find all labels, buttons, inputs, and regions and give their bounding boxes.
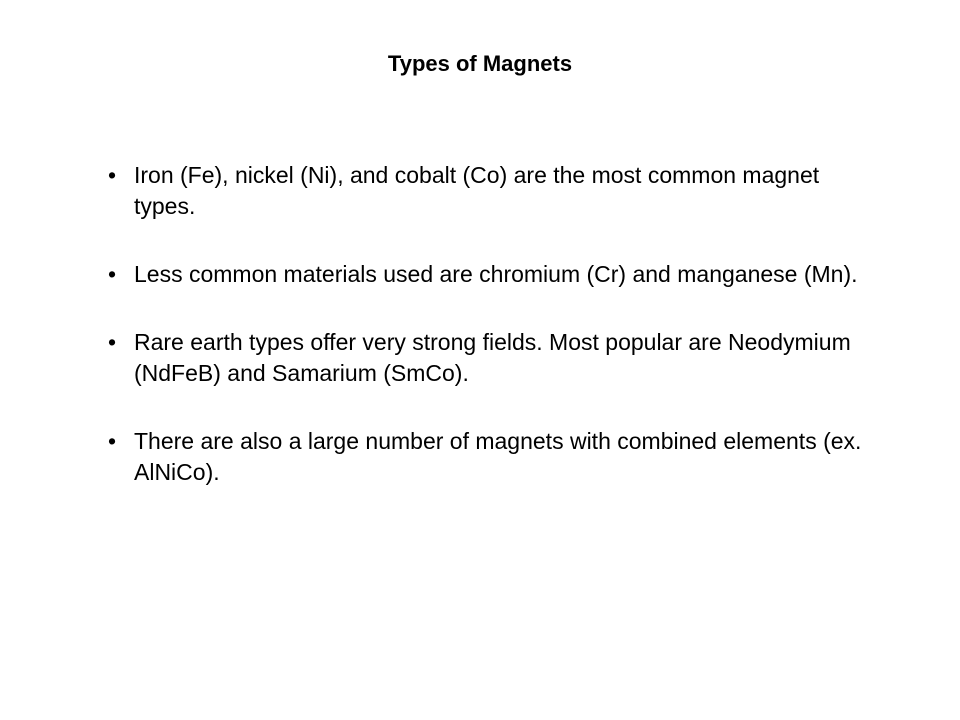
bullet-item bbox=[108, 327, 868, 389]
bullet-text: Rare earth types offer very strong fields. Most popular are Neodymium (NdFeB) and Samarium (SmCo). bbox=[134, 329, 851, 386]
bullet-list bbox=[108, 160, 868, 525]
bullet-item bbox=[108, 426, 868, 488]
bullet-dot-icon: • bbox=[108, 162, 117, 188]
bullet-dot-icon: • bbox=[108, 329, 117, 355]
bullet-text: Iron (Fe), nickel (Ni), and cobalt (Co) are the most common magnet types. bbox=[134, 162, 820, 219]
bullet-text: There are also a large number of magnets with combined elements (ex. AlNiCo). bbox=[134, 428, 862, 485]
bullet-text: Less common materials used are chromium (Cr) and manganese (Mn). bbox=[134, 261, 858, 287]
bullet-item bbox=[108, 160, 868, 222]
bullet-dot-icon: • bbox=[108, 261, 117, 287]
slide-title: Types of Magnets bbox=[387, 51, 573, 76]
bullet-item bbox=[108, 259, 868, 290]
bullet-dot-icon: • bbox=[108, 428, 117, 454]
